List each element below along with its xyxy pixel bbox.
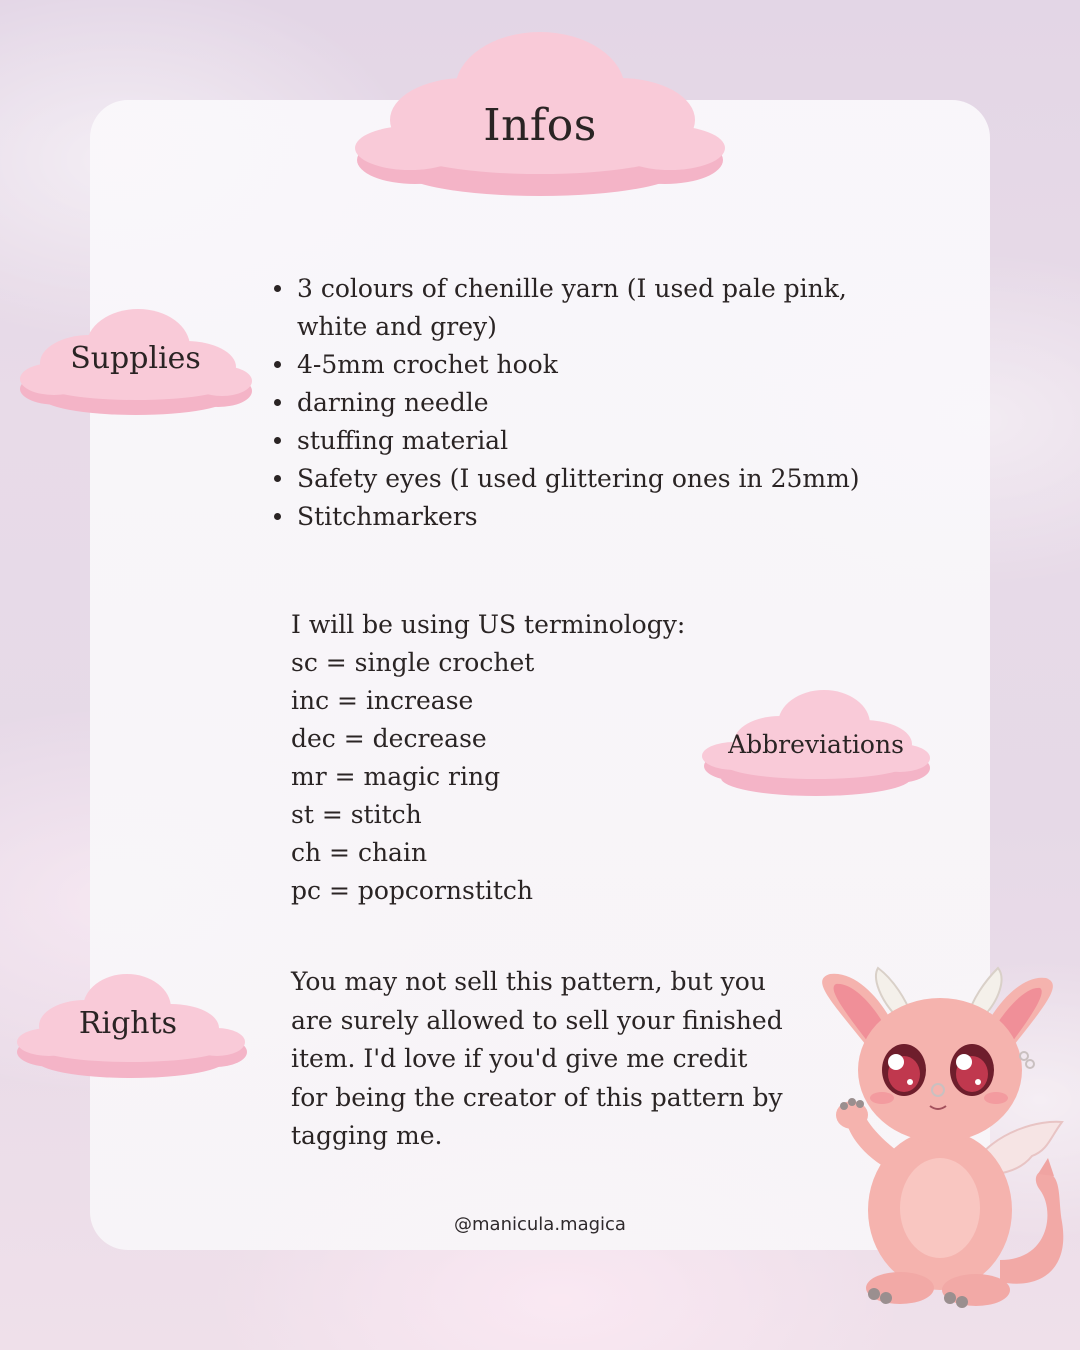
abbreviations-intro: I will be using US terminology: — [291, 610, 686, 639]
list-item: pc = popcornstitch — [291, 876, 534, 905]
abbreviations-list — [291, 606, 731, 910]
list-item: dec = decrease — [291, 724, 487, 753]
title-cloud — [355, 20, 725, 198]
list-item: mr = magic ring — [291, 762, 501, 791]
list-item: stuffing material — [270, 422, 870, 460]
dragon-icon — [800, 960, 1080, 1330]
list-item: ch = chain — [291, 838, 428, 867]
page-title: Infos — [483, 100, 597, 151]
abbreviations-heading: Abbreviations — [728, 730, 904, 759]
dragon-illustration — [800, 960, 1080, 1330]
list-item: 4-5mm crochet hook — [270, 346, 870, 384]
rights-text: You may not sell this pattern, but you are surely allowed to sell your finished item. I'd love if you'd give me credit for being the creator of this pattern by tagging me. — [291, 967, 783, 1150]
list-item: Stitchmarkers — [270, 498, 870, 536]
rights-cloud — [15, 970, 247, 1080]
list-item: darning needle — [270, 384, 870, 422]
list-item: st = stitch — [291, 800, 422, 829]
author-handle: @manicula.magica — [454, 1214, 626, 1235]
list-item: sc = single crochet — [291, 648, 535, 677]
supplies-heading: Supplies — [70, 341, 201, 376]
supplies-list — [270, 270, 870, 536]
list-item: Safety eyes (I used glittering ones in 25mm) — [270, 460, 870, 498]
list-item: inc = increase — [291, 686, 474, 715]
rights-heading: Rights — [78, 1006, 178, 1041]
supplies-cloud — [18, 305, 253, 417]
abbreviations-cloud — [700, 686, 932, 798]
list-item: 3 colours of chenille yarn (I used pale pink, white and grey) — [270, 270, 870, 346]
